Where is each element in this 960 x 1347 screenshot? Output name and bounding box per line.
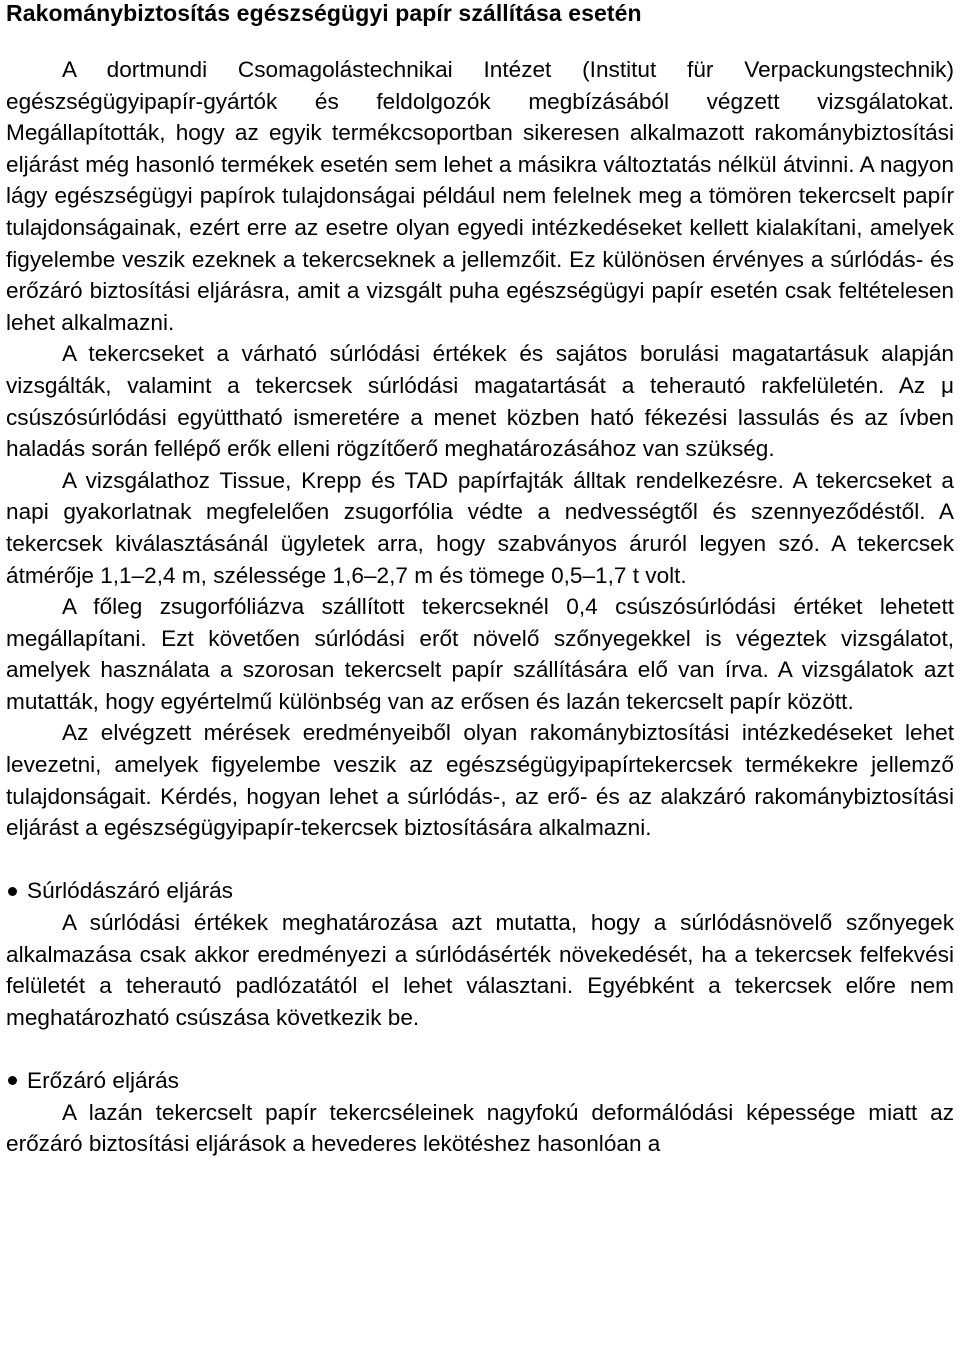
paragraph: A tekercseket a várható súrlódási értékek és sajátos borulási magatartásuk alapján vizsgálták, valamint a tekercsek súrlódási magatartását a teherautó rakfelületén. Az μ csúszósúrlódási együttható ismeretére a menet közben ható fékezési lassulás és az ívben haladás során fellépő erők elleni rögzítőerő meghatározásához van szükség. xyxy=(6,341,954,462)
section-heading-label: Erőzáró eljárás xyxy=(27,1068,179,1093)
section-force xyxy=(6,1065,954,1160)
page-title: Rakománybiztosítás egészségügyi papír szállítása esetén xyxy=(6,0,642,26)
paragraph: A dortmundi Csomagolástechnikai Intézet (Institut für Verpackungstechnik) egészségügyipapír-gyártók és feldolgozók megbízásából végzett vizsgálatokat. Megállapították, hogy az egyik termékcsoportban sikeresen alkalmazott rakománybiztosítási eljárást még hasonló termékek esetén sem lehet a másikra változtatás nélkül átvinni. A nagyon lágy egészségügyi papírok tulajdonságai például nem felelnek meg a tömören tekercselt papír tulajdonságainak, ezért erre az esetre olyan egyedi intézkedéseket kellett kialakítani, amelyek figyelembe veszik ezeknek a tekercseknek a jellemzőit. Ez különösen érvényes a súrlódás- és erőzáró biztosítási eljárásra, amit a vizsgált puha egészségügyi papír esetén csak feltételesen lehet alkalmazni. xyxy=(6,57,954,335)
section-friction xyxy=(6,875,954,1033)
article-body xyxy=(6,54,954,1160)
section-paragraph: A lazán tekercselt papír tekercséleinek nagyfokú deformálódási képessége miatt az erőzáró biztosítási eljárások a hevederes lekötéshez hasonlóan a xyxy=(6,1099,954,1157)
section-heading xyxy=(6,1065,954,1097)
section-heading xyxy=(6,875,954,907)
paragraph: A vizsgálathoz Tissue, Krepp és TAD papírfajták álltak rendelkezésre. A tekercseket a napi gyakorlatnak megfelelően zsugorfólia védte a nedvességtől és szennyeződéstől. A tekercsek kiválasztásánál ügyletek arra, hogy szabványos áruról legyen szó. A tekercsek átmérője 1,1–2,4 m, szélessége 1,6–2,7 m és tömege 0,5–1,7 t volt. xyxy=(6,467,954,588)
section-heading-label: Súrlódászáró eljárás xyxy=(27,878,233,904)
paragraph: Az elvégzett mérések eredményeiből olyan rakománybiztosítási intézkedéseket lehet levezetni, amelyek figyelembe veszik az egészségügyipapírtekercsek termékekre jellemző tulajdonságait. Kérdés, hogyan lehet a súrlódás-, az erő- és az alakzáró rakománybiztosítási eljárást a egészségügyipapír-tekercsek biztosítására alkalmazni. xyxy=(6,720,954,841)
bullet-icon xyxy=(8,887,17,896)
bullet-icon xyxy=(8,1076,17,1085)
section-paragraph: A súrlódási értékek meghatározása azt mutatta, hogy a súrlódásnövelő szőnyegek alkalmazása csak akkor eredményezi a súrlódásérték növekedését, ha a tekercsek felfekvési felületét a teherautó padlózatától el lehet választani. Egyébként a tekercsek előre nem meghatározható csúszása következik be. xyxy=(6,910,954,1030)
paragraph: A főleg zsugorfóliázva szállított tekercseknél 0,4 csúszósúrlódási értéket lehetett megállapítani. Ezt követően súrlódási erőt növelő szőnyegekkel is végeztek vizsgálatot, amelyek használata a szorosan tekercselt papír szállítására elő van írva. A vizsgálatok azt mutatták, hogy egyértelmű különbség van az erősen és lazán tekercselt papír között. xyxy=(6,594,954,714)
